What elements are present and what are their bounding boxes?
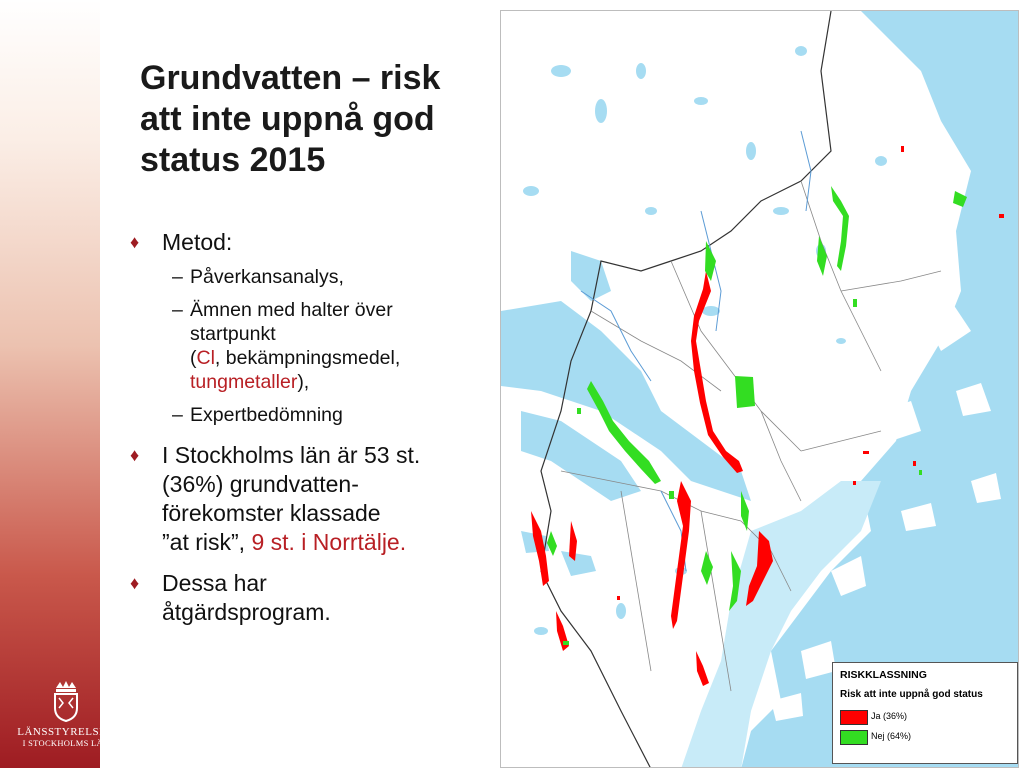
bullet-metod [130,228,500,257]
legend-label-ja: Ja (36%) [871,711,908,721]
sub-bullet-text: Ämnen med halter över [190,299,393,321]
bullet-text: ”at risk”, [162,529,252,555]
lansstyrelsen-logo [6,680,126,748]
logo-line-1: LÄNSSTYRELSEN [17,726,115,738]
bullet-text: (36%) grundvatten- [162,471,359,497]
crown-shield-icon [49,680,83,722]
sub-bullet-text: ), [297,371,310,393]
sub-bullet-text: Expertbedömning [190,404,343,426]
bullet-text: åtgärdsprogram. [162,599,331,625]
sub-bullet-text: ( [190,347,197,369]
map-graphic [501,11,1019,768]
bullet-statistics [130,441,500,557]
bullet-atgardsprogram [130,569,500,627]
sub-bullet-text: Påverkansanalys, [190,266,344,288]
slide-title [140,58,500,181]
dash-marker: – [172,299,183,321]
highlight-cl: Cl [196,347,215,369]
bullet-text: I Stockholms län är 53 st. [162,442,421,468]
bullet-text: förekomster klassade [162,500,381,526]
sub-bullet-paverkansanalys [130,265,500,289]
map-legend [832,662,1018,764]
diamond-bullet-icon: ♦ [130,445,140,465]
title-line: att inte uppnå god [140,100,435,138]
legend-swatch-ja [840,710,868,725]
diamond-bullet-icon: ♦ [130,573,140,593]
legend-swatch-nej [840,730,868,745]
title-line: status 2015 [140,141,326,179]
legend-title: RISKKLASSNING [840,669,927,681]
legend-label-nej: Nej (64%) [871,731,912,741]
legend-subtitle: Risk att inte uppnå god status [840,689,983,700]
dash-marker: – [172,404,183,426]
logo-line-2: I STOCKHOLMS LÄN [22,738,110,748]
title-line: Grundvatten – risk [140,59,441,97]
decorative-side-band [0,0,100,768]
sub-bullet-text: startpunkt [190,323,276,345]
groundwater-risk-map [500,10,1019,768]
highlight-norrtalje: 9 st. i Norrtälje. [251,529,407,555]
bullet-list [130,228,500,635]
sub-bullet-expertbedomning [130,403,500,427]
highlight-tungmetaller: tungmetaller [190,371,298,393]
sub-bullet-text: , bekämpningsmedel, [214,347,401,369]
diamond-bullet-icon: ♦ [130,232,140,252]
sub-bullet-amnen [130,298,500,394]
bullet-text: Dessa har [162,570,267,596]
bullet-text: Metod: [162,229,233,255]
dash-marker: – [172,266,183,288]
